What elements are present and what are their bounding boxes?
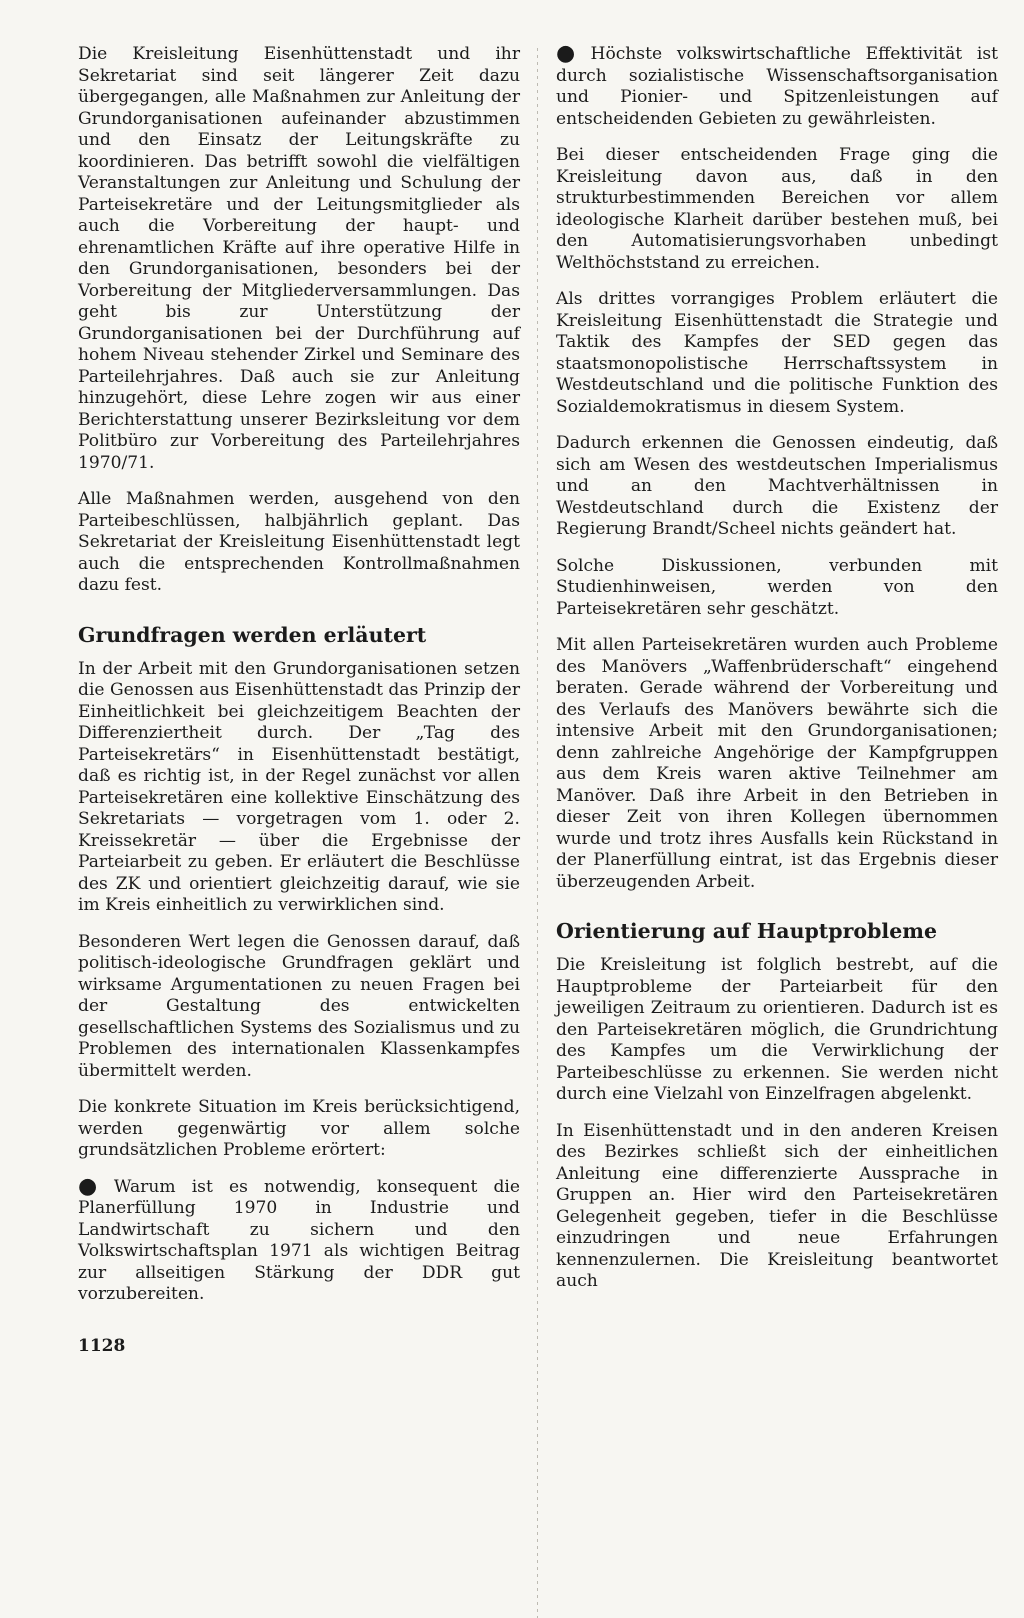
section-heading: Grundfragen werden erläutert [78,622,427,647]
bullet-paragraph [78,1173,520,1306]
column-divider [537,48,538,1618]
bullet-text: Warum ist es notwendig, konsequent die Planerfüllung 1970 in Industrie und Landwirtschaft zu sichern und den Volkswirtschaftsplan 1971 als wichtigen Beitrag zur allseitigen Stärkung der DDR gut vorzubereiten. [78,1176,520,1304]
paragraph: In Eisenhüttenstadt und in den anderen Kreisen des Bezirkes schließt sich der einheitlichen Anleitung eine differenzierte Aussprache in Gruppen an. Hier wird den Parteisekretären Gelegenheit gegeben, tiefer in die Beschlüsse einzudringen und neue Erfahrungen kennenzulernen. Die Kreisleitung beantwortet auch [556,1120,998,1291]
paragraph: In der Arbeit mit den Grundorganisationen setzen die Genossen aus Eisenhüttenstadt das Prinzip der Einheitlichkeit bei gleichzeitigem Beachten der Differenziertheit durch. Der „Tag des Parteisekretärs“ in Eisenhüttenstadt bestätigt, daß es richtig ist, in der Regel zunächst vor allen Parteisekretären eine kollektive Einschätzung des Sekretariats — vorgetragen vom 1. oder 2. Kreissekretär — über die Ergebnisse der Parteiarbeit zu geben. Er erläutert die Beschlüsse des ZK und orientiert gleichzeitig darauf, wie sie im Kreis einheitlich zu verwirklichen sind. [78,658,520,915]
paragraph: Die Kreisleitung ist folglich bestrebt, auf die Hauptprobleme der Parteiarbeit für den jeweiligen Zeitraum zu orientieren. Dadurch ist es den Parteisekretären möglich, die Grundrichtung des Kampfes um die Verwirklichung der Parteibeschlüsse zu erkennen. Sie werden nicht durch eine Vielzahl von Einzelfragen abgelenkt. [556,955,998,1104]
section-heading: Orientierung auf Hauptprobleme [556,919,937,943]
page-number: 1128 [78,1336,126,1356]
paragraph: Solche Diskussionen, verbunden mit Studienhinweisen, werden von den Parteisekretären sehr geschätzt. [556,555,998,619]
paragraph: Dadurch erkennen die Genossen eindeutig, daß sich am Wesen des westdeutschen Imperialismus und an den Machtverhältnissen in Westdeutschland durch die Existenz der Regierung Brandt/Scheel nichts geändert hat. [556,433,998,539]
bullet-icon: ● [556,41,585,66]
paragraph: Die konkrete Situation im Kreis berücksichtigend, werden gegenwärtig vor allem solche grundsätzlichen Probleme erörtert: [78,1097,520,1160]
left-column [78,44,520,1321]
paragraph: Besonderen Wert legen die Genossen darauf, daß politisch-ideologische Grundfragen geklärt und wirksame Argumentationen zu neuen Fragen bei der Gestaltung des entwickelten gesellschaftlichen Systems des Sozialismus und zu Problemen des internationalen Klassenkampfes übermittelt werden. [78,931,520,1081]
paragraph: Mit allen Parteisekretären wurden auch Probleme des Manövers „Waffenbrüderschaft“ eingehend beraten. Gerade während der Vorbereitung und des Verlaufs des Manövers bewährte sich die intensive Arbeit mit den Grundorganisationen; denn zahlreiche Angehörige der Kampfgruppen aus dem Kreis waren aktive Teilnehmer am Manöver. Daß ihre Arbeit in den Betrieben in dieser Zeit von ihren Kollegen übernommen wurde und trotz ihres Ausfalls kein Rückstand in der Planerfüllung eintrat, ist das Ergebnis dieser überzeugenden Arbeit. [556,635,998,892]
right-column [556,41,998,1308]
bullet-text: Höchste volkswirtschaftliche Effektivität ist durch sozialistische Wissenschaftsorganisation und Pionier- und Spitzenleistungen auf entscheidenden Gebieten zu gewährleisten. [556,44,998,129]
paragraph: Die Kreisleitung Eisenhüttenstadt und ihr Sekretariat sind seit längerer Zeit dazu übergegangen, alle Maßnahmen zur Anleitung der Grundorganisationen aufeinander abzustimmen und den Einsatz der Leitungskräfte zu koordinieren. Das betrifft sowohl die vielfältigen Veranstaltungen zur Anleitung und Schulung der Parteisekretäre und der Leitungsmitglieder als auch die Vorbereitung der haupt- und ehrenamtlichen Kräfte auf ihre operative Hilfe in den Grundorganisationen, besonders bei der Vorbereitung der Mitgliederversammlungen. Das geht bis zur Unterstützung der Grundorganisationen bei der Durchführung auf hohem Niveau stehender Zirkel und Seminare des Parteilehrjahres. Daß auch sie zur Anleitung hinzugehört, diese Lehre zogen wir aus einer Berichterstattung unserer Bezirksleitung vor dem Politbüro zur Vorbereitung des Parteilehrjahres 1970/71. [78,44,520,473]
bullet-paragraph [556,41,998,130]
paragraph: Bei dieser entscheidenden Frage ging die Kreisleitung davon aus, daß in den strukturbestimmenden Bereichen vor allem ideologische Klarheit darüber bestehen muß, bei den Automatisierungsvorhaben unbedingt Welthöchststand zu erreichen. [556,145,998,273]
paragraph: Alle Maßnahmen werden, ausgehend von den Parteibeschlüssen, halbjährlich geplant. Das Sekretariat der Kreisleitung Eisenhüttenstadt legt auch die entsprechenden Kontrollmaßnahmen dazu fest. [78,489,520,595]
bullet-icon: ● [78,1173,108,1199]
paragraph: Als drittes vorrangiges Problem erläutert die Kreisleitung Eisenhüttenstadt die Strategie und Taktik des Kampfes der SED gegen das staatsmonopolistische Herrschaftssystem in Westdeutschland und die politische Funktion des Sozialdemokratismus in diesem System. [556,289,998,417]
